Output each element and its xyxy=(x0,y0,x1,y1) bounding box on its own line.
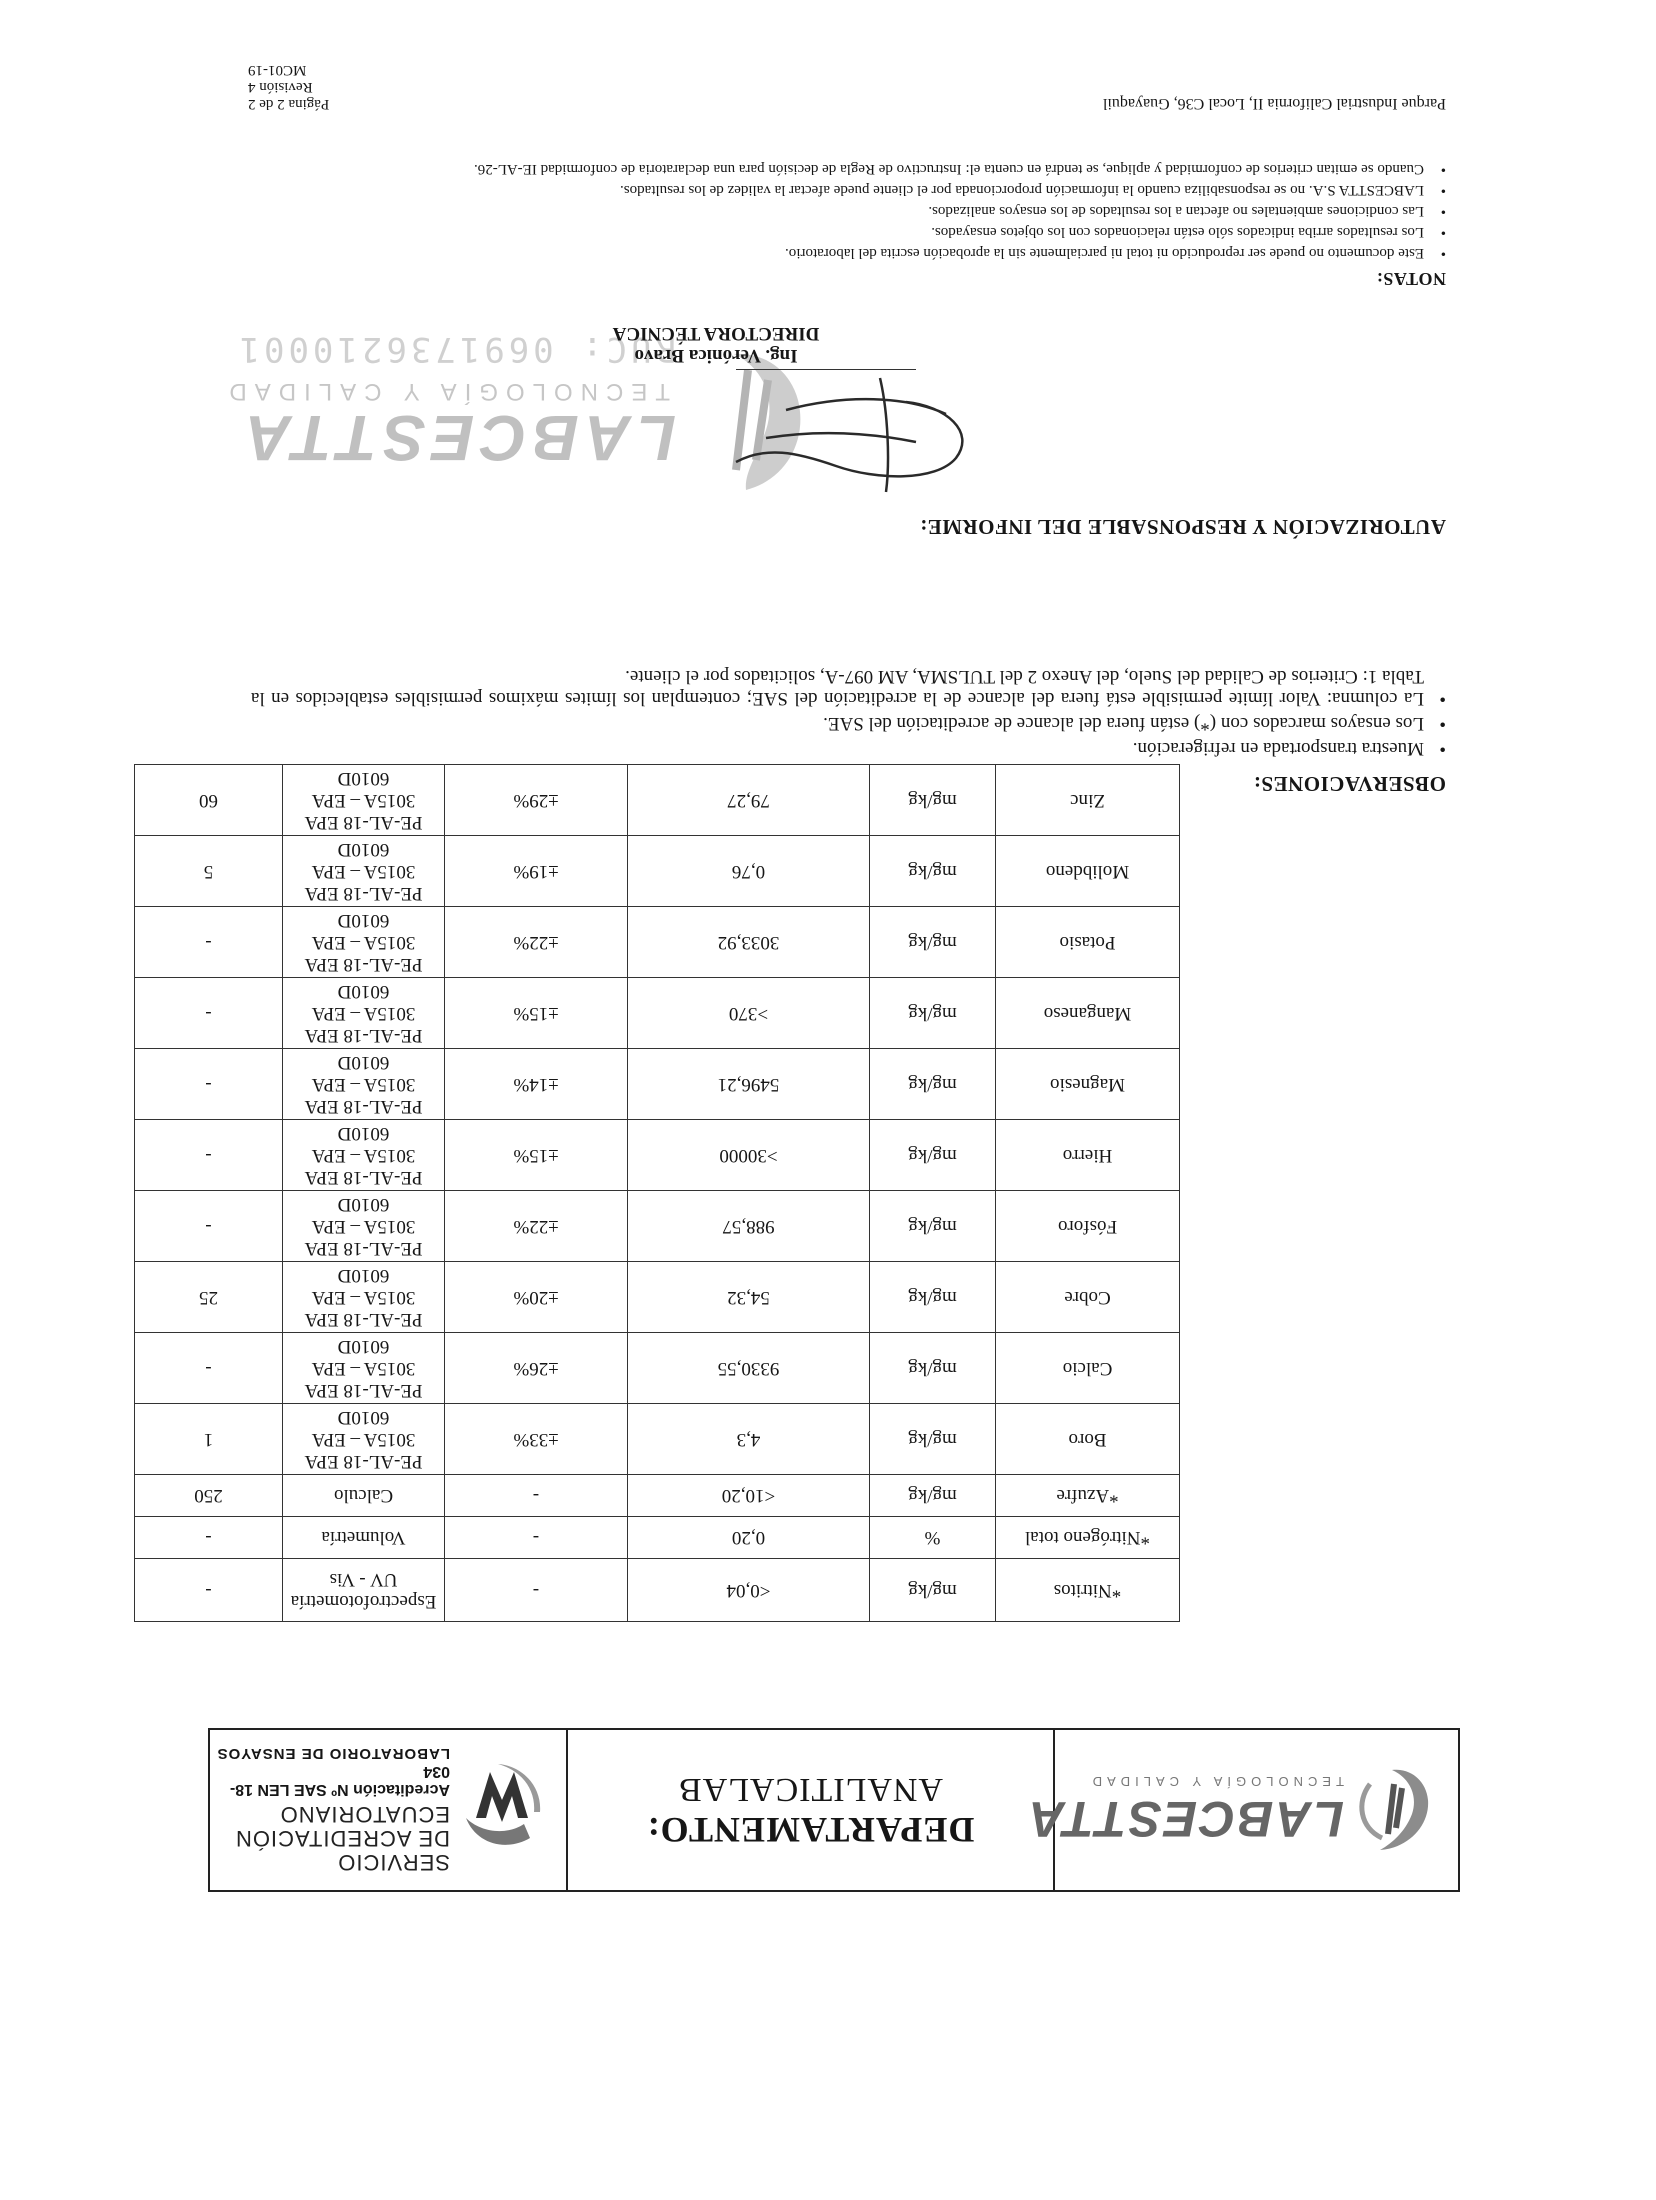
parameter-cell: Molibdeno xyxy=(996,836,1180,907)
limit-cell: - xyxy=(135,1191,283,1262)
signer-name: Ing. Verónica Bravo xyxy=(634,345,798,366)
unit-cell: mg/kg xyxy=(870,907,996,978)
result-value-cell: 0,76 xyxy=(628,836,870,907)
seal-name: LABCESTTA xyxy=(239,402,676,474)
notes-title: NOTAS: xyxy=(1376,269,1446,289)
seal-ruc: RUC: 0691736210001 xyxy=(235,329,676,369)
limit-cell: - xyxy=(135,978,283,1049)
limit-cell: - xyxy=(135,907,283,978)
result-value-cell: >370 xyxy=(628,978,870,1049)
table-row xyxy=(135,1559,1180,1622)
department-cell xyxy=(566,1730,1053,1890)
footer-doc-code: MC01-19 xyxy=(248,62,307,78)
table-row xyxy=(135,907,1180,978)
notes-section xyxy=(251,160,1446,288)
unit-cell: mg/kg xyxy=(870,765,996,836)
observations-title: OBSERVACIONES: xyxy=(1253,772,1446,796)
lab-tagline: TECNOLOGÍA Y CALIDAD xyxy=(1087,1774,1344,1790)
result-value-cell: 79,27 xyxy=(628,765,870,836)
parameter-cell: Fósforo xyxy=(996,1191,1180,1262)
observations-list xyxy=(251,665,1446,759)
uncertainty-cell: ±20% xyxy=(445,1262,628,1333)
method-cell: PE-AL-18 EPA 3015A – EPA 6010D xyxy=(283,1262,445,1333)
footer-revision: Revisión 4 xyxy=(248,79,313,95)
method-cell: PE-AL-18 EPA 3015A – EPA 6010D xyxy=(283,765,445,836)
uncertainty-cell: ±14% xyxy=(445,1049,628,1120)
parameter-cell: *Nitritos xyxy=(996,1559,1180,1622)
result-value-cell: 988,57 xyxy=(628,1191,870,1262)
result-value-cell: 9330,55 xyxy=(628,1333,870,1404)
signer-block xyxy=(516,322,916,366)
notes-list xyxy=(251,160,1446,262)
table-row xyxy=(135,1262,1180,1333)
sae-line-3: ECUATORIANO xyxy=(279,1802,450,1828)
report-header xyxy=(208,1728,1460,1892)
parameter-cell: Boro xyxy=(996,1404,1180,1475)
unit-cell: mg/kg xyxy=(870,1404,996,1475)
method-cell: PE-AL-18 EPA 3015A – EPA 6010D xyxy=(283,1404,445,1475)
method-cell: Volumetría xyxy=(283,1517,445,1559)
footer-address: Parque Industrial California II, Local C36, Guayaquil xyxy=(1102,95,1446,112)
unit-cell: mg/kg xyxy=(870,978,996,1049)
limit-cell: 60 xyxy=(135,765,283,836)
method-cell: Espectrofotometría UV - Vis xyxy=(283,1559,445,1622)
observation-item: • Los ensayos marcados con (*) están fuera del alcance de acreditación del SAE. xyxy=(251,712,1446,734)
limit-cell: - xyxy=(135,1333,283,1404)
unit-cell: mg/kg xyxy=(870,1262,996,1333)
sae-logo-icon xyxy=(460,1762,550,1858)
limit-cell: 25 xyxy=(135,1262,283,1333)
parameter-cell: *Nitrógeno total xyxy=(996,1517,1180,1559)
parameter-cell: Manganeso xyxy=(996,978,1180,1049)
uncertainty-cell: ±33% xyxy=(445,1404,628,1475)
method-cell: PE-AL-18 EPA 3015A – EPA 6010D xyxy=(283,978,445,1049)
table-row xyxy=(135,1120,1180,1191)
table-row xyxy=(135,1475,1180,1517)
table-row xyxy=(135,1333,1180,1404)
sae-lab-type: LABORATORIO DE ENSAYOS xyxy=(216,1745,450,1763)
sae-line-2: DE ACREDITACIÓN xyxy=(234,1826,450,1852)
uncertainty-cell: - xyxy=(445,1517,628,1559)
result-value-cell: <0,04 xyxy=(628,1559,870,1622)
uncertainty-cell: ±29% xyxy=(445,765,628,836)
note-item: • LABCESTTA S.A. no se responsabiliza cuando la información proporcionada por el cliente puede afectar la validez de los resultados. xyxy=(251,181,1446,199)
labcestta-logo-icon xyxy=(1352,1762,1440,1858)
handwritten-signature xyxy=(646,372,1066,502)
footer-page-info xyxy=(248,61,428,112)
results-table-body xyxy=(135,765,1180,1622)
method-cell: PE-AL-18 EPA 3015A – EPA 6010D xyxy=(283,907,445,978)
observation-item: • La columna: Valor límite permisible está fuera del alcance de la acreditación del SAE; contemplan los límites máximos permisibles establecidos en la Tabla 1: Criterios de Calidad del Suelo, del Anexo 2 del TULSMA, AM 097-A, solicitados por el cliente. xyxy=(251,665,1446,709)
note-item: • Cuando se emitan criterios de conformidad y aplique, se tendrá en cuenta el: Instructivo de Regla de decisión para una declaratoria de conformidad IE-AL-26. xyxy=(251,160,1446,178)
result-value-cell: >30000 xyxy=(628,1120,870,1191)
table-row xyxy=(135,1191,1180,1262)
table-row xyxy=(135,978,1180,1049)
uncertainty-cell: ±15% xyxy=(445,1120,628,1191)
result-value-cell: 0,20 xyxy=(628,1517,870,1559)
limit-cell: - xyxy=(135,1049,283,1120)
signer-role: DIRECTORA TÉCNICA xyxy=(612,323,820,344)
signature-line xyxy=(736,369,916,370)
limit-cell: 250 xyxy=(135,1475,283,1517)
lab-logo-cell xyxy=(1026,1730,1458,1890)
department-title: DEPARTAMENTO: xyxy=(646,1810,975,1850)
limit-cell: 5 xyxy=(135,836,283,907)
result-value-cell: 3033,92 xyxy=(628,907,870,978)
limit-cell: - xyxy=(135,1559,283,1622)
table-row xyxy=(135,836,1180,907)
result-value-cell: 4,3 xyxy=(628,1404,870,1475)
method-cell: PE-AL-18 EPA 3015A – EPA 6010D xyxy=(283,1191,445,1262)
parameter-cell: Cobre xyxy=(996,1262,1180,1333)
method-cell: PE-AL-18 EPA 3015A – EPA 6010D xyxy=(283,1333,445,1404)
parameter-cell: Hierro xyxy=(996,1120,1180,1191)
department-name: ANALITICALAB xyxy=(677,1771,944,1808)
table-row xyxy=(135,1049,1180,1120)
unit-cell: mg/kg xyxy=(870,1559,996,1622)
limit-cell: - xyxy=(135,1120,283,1191)
sae-accreditation: Acreditación Nº SAE LEN 18-034 xyxy=(229,1763,450,1799)
unit-cell: mg/kg xyxy=(870,1120,996,1191)
uncertainty-cell: ±19% xyxy=(445,836,628,907)
uncertainty-cell: ±22% xyxy=(445,1191,628,1262)
unit-cell: mg/kg xyxy=(870,1333,996,1404)
unit-cell: mg/kg xyxy=(870,836,996,907)
uncertainty-cell: ±15% xyxy=(445,978,628,1049)
parameter-cell: Calcio xyxy=(996,1333,1180,1404)
parameter-cell: Magnesio xyxy=(996,1049,1180,1120)
observations-section xyxy=(251,665,1446,795)
sae-line-1: SERVICIO xyxy=(337,1850,450,1876)
parameter-cell: Zinc xyxy=(996,765,1180,836)
unit-cell: mg/kg xyxy=(870,1049,996,1120)
uncertainty-cell: ±22% xyxy=(445,907,628,978)
note-item: • Este documento no puede ser reproducido ni total ni parcialmente sin la aprobación escrita del laboratorio. xyxy=(251,244,1446,262)
limit-cell: - xyxy=(135,1517,283,1559)
limit-cell: 1 xyxy=(135,1404,283,1475)
method-cell: Calculo xyxy=(283,1475,445,1517)
parameter-cell: Potasio xyxy=(996,907,1180,978)
parameter-cell: *Azufre xyxy=(996,1475,1180,1517)
method-cell: PE-AL-18 EPA 3015A – EPA 6010D xyxy=(283,836,445,907)
sae-logo-cell xyxy=(210,1730,566,1890)
method-cell: PE-AL-18 EPA 3015A – EPA 6010D xyxy=(283,1120,445,1191)
authorization-title: AUTORIZACIÓN Y RESPONSABLE DEL INFORME: xyxy=(919,515,1446,539)
observation-item: • Muestra transportada en refrigeración. xyxy=(251,737,1446,759)
result-value-cell: <10,20 xyxy=(628,1475,870,1517)
note-item: • Las condiciones ambientales no afectan a los resultados de los ensayos analizados. xyxy=(251,202,1446,220)
lab-name: LABCESTTA xyxy=(1026,1791,1344,1848)
uncertainty-cell: - xyxy=(445,1559,628,1622)
result-value-cell: 54,32 xyxy=(628,1262,870,1333)
method-cell: PE-AL-18 EPA 3015A – EPA 6010D xyxy=(283,1049,445,1120)
unit-cell: mg/kg xyxy=(870,1191,996,1262)
result-value-cell: 5496,21 xyxy=(628,1049,870,1120)
note-item: • Los resultados arriba indicados sólo están relacionados con los objetos ensayados. xyxy=(251,223,1446,241)
unit-cell: % xyxy=(870,1517,996,1559)
uncertainty-cell: - xyxy=(445,1475,628,1517)
unit-cell: mg/kg xyxy=(870,1475,996,1517)
table-row xyxy=(135,1404,1180,1475)
footer-page-number: Página 2 de 2 xyxy=(248,96,330,112)
results-table xyxy=(134,764,1180,1622)
uncertainty-cell: ±26% xyxy=(445,1333,628,1404)
seal-tagline: TECNOLOGÍA Y CALIDAD xyxy=(221,378,670,405)
table-row xyxy=(135,1517,1180,1559)
